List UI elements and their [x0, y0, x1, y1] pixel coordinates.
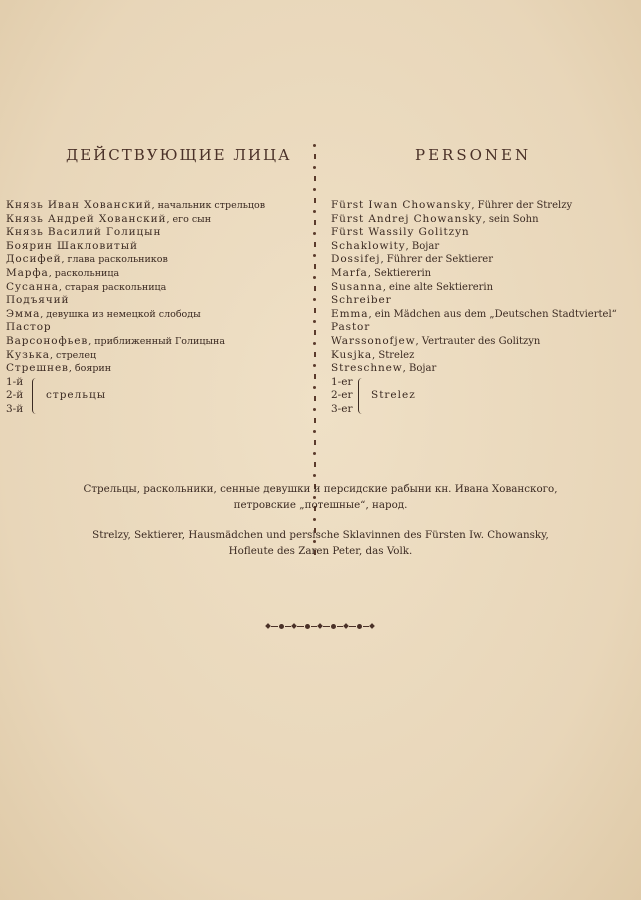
list-item: Князь Иван Хованский, начальник стрельцов: [6, 199, 266, 211]
group-number: 2-й: [6, 389, 24, 402]
list-item: Schreiber: [331, 294, 392, 307]
list-item: Emma, ein Mädchen aus dem „Deutschen Stadtviertel“: [331, 307, 617, 320]
list-item: Pastor: [331, 321, 371, 334]
russian-cast-list: [6, 199, 306, 417]
list-item: Kusjka, Strelez: [331, 348, 415, 361]
list-item: Стрешнев, боярин: [6, 362, 112, 375]
list-item: Marfa, Sektiererin: [331, 266, 432, 279]
chorus-line: петровские „потешные“, народ.: [233, 499, 408, 511]
list-item: Warssonofjew, Vertrauter des Golitzyn: [331, 334, 541, 347]
list-item: Досифей, глава раскольников: [6, 253, 168, 266]
strelez-group: [331, 376, 631, 417]
german-heading: PERSONEN: [415, 146, 532, 164]
group-label: стрельцы: [46, 389, 107, 402]
list-item: Варсонофьев, приближенный Голицына: [6, 334, 226, 347]
russian-chorus-note: [60, 481, 581, 513]
list-item: Streschnew, Bojar: [331, 362, 437, 375]
group-number: 2-er: [331, 389, 353, 402]
list-item: Dossifej, Führer der Sektierer: [331, 253, 493, 266]
list-item: Fürst Andrej Chowansky, sein Sohn: [331, 212, 539, 225]
list-item: Пастор: [6, 321, 52, 334]
list-item: Марфа, раскольница: [6, 266, 120, 279]
list-item: Князь Андрей Хованский, его сын: [6, 212, 212, 225]
group-label: Strelez: [371, 389, 416, 402]
german-chorus-note: [60, 527, 581, 559]
brace: [358, 378, 365, 414]
list-item: Schaklowity, Bojar: [331, 239, 440, 252]
group-number: 3-й: [6, 402, 24, 415]
ornament-divider: [266, 622, 374, 630]
group-number: 1-er: [331, 375, 353, 388]
chorus-line: Стрельцы, раскольники, сенные девушки и персидские рабыни кн. Ивана Хованского,: [83, 483, 558, 495]
list-item: Кузька, стрелец: [6, 348, 97, 361]
list-item: Подъячий: [6, 294, 70, 307]
strelets-group: [6, 376, 306, 417]
chorus-line: Hofleute des Zaren Peter, das Volk.: [228, 545, 413, 557]
chorus-line: Strelzy, Sektierer, Hausmädchen und persische Sklavinnen des Fürsten Iw. Chowansky,: [92, 529, 549, 541]
list-item: Боярин Шакловитый: [6, 239, 138, 252]
brace: [32, 378, 39, 414]
group-number: 3-er: [331, 402, 353, 415]
list-item: Susanna, eine alte Sektiererin: [331, 280, 494, 293]
list-item: Fürst Iwan Chowansky, Führer der Strelzy: [331, 199, 573, 211]
list-item: Князь Василий Голицын: [6, 226, 162, 239]
german-cast-list: [331, 199, 631, 417]
list-item: Fürst Wassily Golitzyn: [331, 226, 470, 239]
list-item: Эмма, девушка из немецкой слободы: [6, 307, 201, 320]
group-number: 1-й: [6, 375, 24, 388]
russian-heading: ДЕЙСТВУЮЩИЕ ЛИЦА: [66, 146, 292, 164]
list-item: Сусанна, старая раскольница: [6, 280, 167, 293]
